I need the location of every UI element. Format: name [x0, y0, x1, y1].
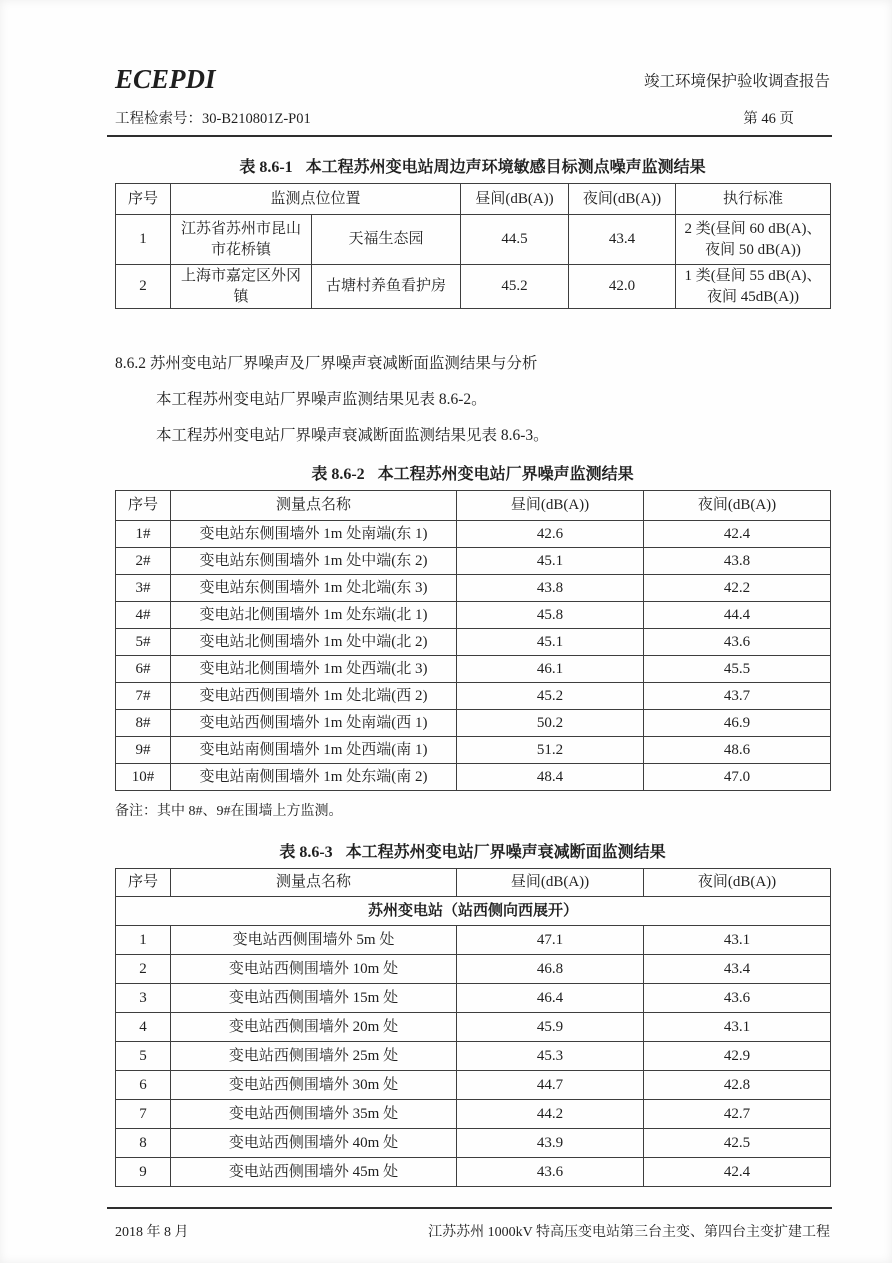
page-header — [115, 64, 830, 95]
table-8-6-2-title — [115, 461, 830, 484]
col-header-no: 序号 — [116, 869, 171, 897]
cell-day: 46.1 — [457, 656, 644, 683]
col-header-standard: 执行标准 — [676, 184, 831, 215]
cell-night: 43.7 — [644, 683, 831, 710]
cell-night: 43.1 — [644, 926, 831, 955]
cell-day: 43.6 — [457, 1158, 644, 1187]
table-number: 表 8.6-1 — [239, 159, 293, 176]
col-header-night: 夜间(dB(A)) — [569, 184, 676, 215]
table-note: 备注：其中 8#、9#在围墙上方监测。 — [115, 804, 343, 819]
cell-name: 变电站西侧围墙外 1m 处南端(西 1) — [171, 710, 457, 737]
table-row — [116, 629, 831, 656]
table-row — [116, 548, 831, 575]
table-row — [116, 764, 831, 791]
cell-night: 42.4 — [644, 1158, 831, 1187]
cell-night: 42.5 — [644, 1129, 831, 1158]
cell-night: 48.6 — [644, 737, 831, 764]
cell-night: 42.0 — [569, 265, 676, 309]
cell-no: 7 — [116, 1100, 171, 1129]
cell-no: 2 — [116, 955, 171, 984]
cell-name: 变电站北侧围墙外 1m 处中端(北 2) — [171, 629, 457, 656]
table-caption: 本工程苏州变电站厂界噪声监测结果 — [377, 466, 634, 483]
cell-name: 变电站东侧围墙外 1m 处中端(东 2) — [171, 548, 457, 575]
table-caption: 本工程苏州变电站周边声环境敏感目标测点噪声监测结果 — [305, 159, 706, 176]
cell-site: 古塘村养鱼看护房 — [312, 265, 461, 309]
table-8-6-1-title — [115, 154, 830, 177]
cell-day: 45.2 — [461, 265, 569, 309]
col-header-no: 序号 — [116, 184, 171, 215]
footer-date: 2018 年 8 月 — [115, 1225, 189, 1240]
cell-no: 9# — [116, 737, 171, 764]
table-number: 表 8.6-2 — [311, 466, 365, 483]
cell-name: 变电站西侧围墙外 1m 处北端(西 2) — [171, 683, 457, 710]
cell-day: 45.3 — [457, 1042, 644, 1071]
cell-night: 42.7 — [644, 1100, 831, 1129]
cell-day: 43.8 — [457, 575, 644, 602]
table-row — [116, 521, 831, 548]
cell-area: 江苏省苏州市昆山市花桥镇 — [171, 215, 312, 265]
cell-name: 变电站南侧围墙外 1m 处西端(南 1) — [171, 737, 457, 764]
table-row — [116, 683, 831, 710]
table-row — [116, 955, 831, 984]
page-footer — [115, 1221, 830, 1241]
doc-index-number: 工程检索号：30-B210801Z-P01 — [115, 111, 311, 127]
table-row — [116, 1129, 831, 1158]
col-header-day: 昼间(dB(A)) — [457, 491, 644, 521]
paragraph: 本工程苏州变电站厂界噪声监测结果见表 8.6-2。 — [156, 391, 487, 408]
cell-night: 42.2 — [644, 575, 831, 602]
cell-day: 45.9 — [457, 1013, 644, 1042]
cell-name: 变电站西侧围墙外 25m 处 — [171, 1042, 457, 1071]
cell-day: 50.2 — [457, 710, 644, 737]
table-header-row — [116, 869, 831, 897]
cell-name: 变电站东侧围墙外 1m 处南端(东 1) — [171, 521, 457, 548]
cell-no: 1# — [116, 521, 171, 548]
cell-day: 46.8 — [457, 955, 644, 984]
table-row — [116, 984, 831, 1013]
cell-no: 5# — [116, 629, 171, 656]
cell-name: 变电站西侧围墙外 35m 处 — [171, 1100, 457, 1129]
cell-no: 4# — [116, 602, 171, 629]
cell-name: 变电站西侧围墙外 20m 处 — [171, 1013, 457, 1042]
cell-no: 10# — [116, 764, 171, 791]
cell-night: 43.6 — [644, 629, 831, 656]
cell-name: 变电站南侧围墙外 1m 处东端(南 2) — [171, 764, 457, 791]
cell-name: 变电站西侧围墙外 45m 处 — [171, 1158, 457, 1187]
cell-no: 6 — [116, 1071, 171, 1100]
cell-name: 变电站西侧围墙外 15m 处 — [171, 984, 457, 1013]
col-header-day: 昼间(dB(A)) — [461, 184, 569, 215]
cell-no: 7# — [116, 683, 171, 710]
table-row — [116, 710, 831, 737]
cell-day: 51.2 — [457, 737, 644, 764]
cell-day: 43.9 — [457, 1129, 644, 1158]
cell-day: 45.1 — [457, 629, 644, 656]
cell-day: 48.4 — [457, 764, 644, 791]
cell-day: 44.5 — [461, 215, 569, 265]
paragraph: 本工程苏州变电站厂界噪声衰减断面监测结果见表 8.6-3。 — [156, 427, 549, 444]
table-row — [116, 1042, 831, 1071]
cell-day: 47.1 — [457, 926, 644, 955]
cell-name: 变电站东侧围墙外 1m 处北端(东 3) — [171, 575, 457, 602]
cell-day: 45.1 — [457, 548, 644, 575]
footer-project-name: 江苏苏州 1000kV 特高压变电站第三台主变、第四台主变扩建工程 — [428, 1225, 830, 1240]
table-row — [116, 215, 831, 265]
cell-no: 9 — [116, 1158, 171, 1187]
page-header-meta — [115, 107, 830, 128]
table-row — [116, 575, 831, 602]
table-group-header: 苏州变电站（站西侧向西展开） — [116, 897, 831, 926]
section-heading: 8.6.2 苏州变电站厂界噪声及厂界噪声衰减断面监测结果与分析 — [115, 355, 538, 372]
cell-no: 8# — [116, 710, 171, 737]
cell-no: 4 — [116, 1013, 171, 1042]
cell-no: 5 — [116, 1042, 171, 1071]
cell-name: 变电站西侧围墙外 30m 处 — [171, 1071, 457, 1100]
table-row — [116, 926, 831, 955]
table-row — [116, 1071, 831, 1100]
cell-night: 43.8 — [644, 548, 831, 575]
cell-area: 上海市嘉定区外冈镇 — [171, 265, 312, 309]
cell-night: 42.8 — [644, 1071, 831, 1100]
cell-site: 天福生态园 — [312, 215, 461, 265]
page-number: 第 46 页 — [743, 111, 794, 127]
cell-no: 8 — [116, 1129, 171, 1158]
cell-night: 44.4 — [644, 602, 831, 629]
company-logo: ECEPDI — [115, 64, 216, 94]
cell-name: 变电站西侧围墙外 5m 处 — [171, 926, 457, 955]
cell-no: 6# — [116, 656, 171, 683]
col-header-night: 夜间(dB(A)) — [644, 491, 831, 521]
table-row — [116, 1013, 831, 1042]
table-number: 表 8.6-3 — [279, 844, 333, 861]
table-row — [116, 265, 831, 309]
footer-rule — [107, 1207, 832, 1209]
table-row — [116, 656, 831, 683]
cell-night: 43.4 — [569, 215, 676, 265]
table-8-6-2 — [115, 490, 831, 791]
cell-night: 43.4 — [644, 955, 831, 984]
table-row — [116, 1100, 831, 1129]
cell-name: 变电站北侧围墙外 1m 处西端(北 3) — [171, 656, 457, 683]
table-caption: 本工程苏州变电站厂界噪声衰减断面监测结果 — [345, 844, 666, 861]
cell-no: 1 — [116, 926, 171, 955]
cell-day: 45.8 — [457, 602, 644, 629]
col-header-location: 监测点位位置 — [171, 184, 461, 215]
col-header-name: 测量点名称 — [171, 491, 457, 521]
cell-no: 3# — [116, 575, 171, 602]
cell-night: 45.5 — [644, 656, 831, 683]
cell-name: 变电站北侧围墙外 1m 处东端(北 1) — [171, 602, 457, 629]
cell-no: 3 — [116, 984, 171, 1013]
cell-name: 变电站西侧围墙外 10m 处 — [171, 955, 457, 984]
table-row — [116, 602, 831, 629]
table-8-6-1 — [115, 183, 831, 309]
cell-night: 46.9 — [644, 710, 831, 737]
col-header-night: 夜间(dB(A)) — [644, 869, 831, 897]
col-header-no: 序号 — [116, 491, 171, 521]
cell-night: 43.6 — [644, 984, 831, 1013]
cell-day: 44.7 — [457, 1071, 644, 1100]
cell-no: 2# — [116, 548, 171, 575]
cell-day: 46.4 — [457, 984, 644, 1013]
cell-standard: 2 类(昼间 60 dB(A)、夜间 50 dB(A)) — [676, 215, 831, 265]
cell-day: 44.2 — [457, 1100, 644, 1129]
table-row — [116, 1158, 831, 1187]
cell-day: 42.6 — [457, 521, 644, 548]
header-rule — [107, 135, 832, 137]
cell-day: 45.2 — [457, 683, 644, 710]
report-title: 竣工环境保护验收调查报告 — [643, 72, 830, 90]
table-row — [116, 737, 831, 764]
table-8-6-3 — [115, 868, 831, 1187]
cell-no: 2 — [116, 265, 171, 309]
table-group-header-row — [116, 897, 831, 926]
cell-night: 47.0 — [644, 764, 831, 791]
col-header-day: 昼间(dB(A)) — [457, 869, 644, 897]
cell-no: 1 — [116, 215, 171, 265]
table-header-row — [116, 491, 831, 521]
cell-night: 42.9 — [644, 1042, 831, 1071]
table-8-6-3-title — [115, 839, 830, 862]
cell-standard: 1 类(昼间 55 dB(A)、夜间 45dB(A)) — [676, 265, 831, 309]
cell-night: 43.1 — [644, 1013, 831, 1042]
cell-name: 变电站西侧围墙外 40m 处 — [171, 1129, 457, 1158]
col-header-name: 测量点名称 — [171, 869, 457, 897]
table-header-row — [116, 184, 831, 215]
cell-night: 42.4 — [644, 521, 831, 548]
